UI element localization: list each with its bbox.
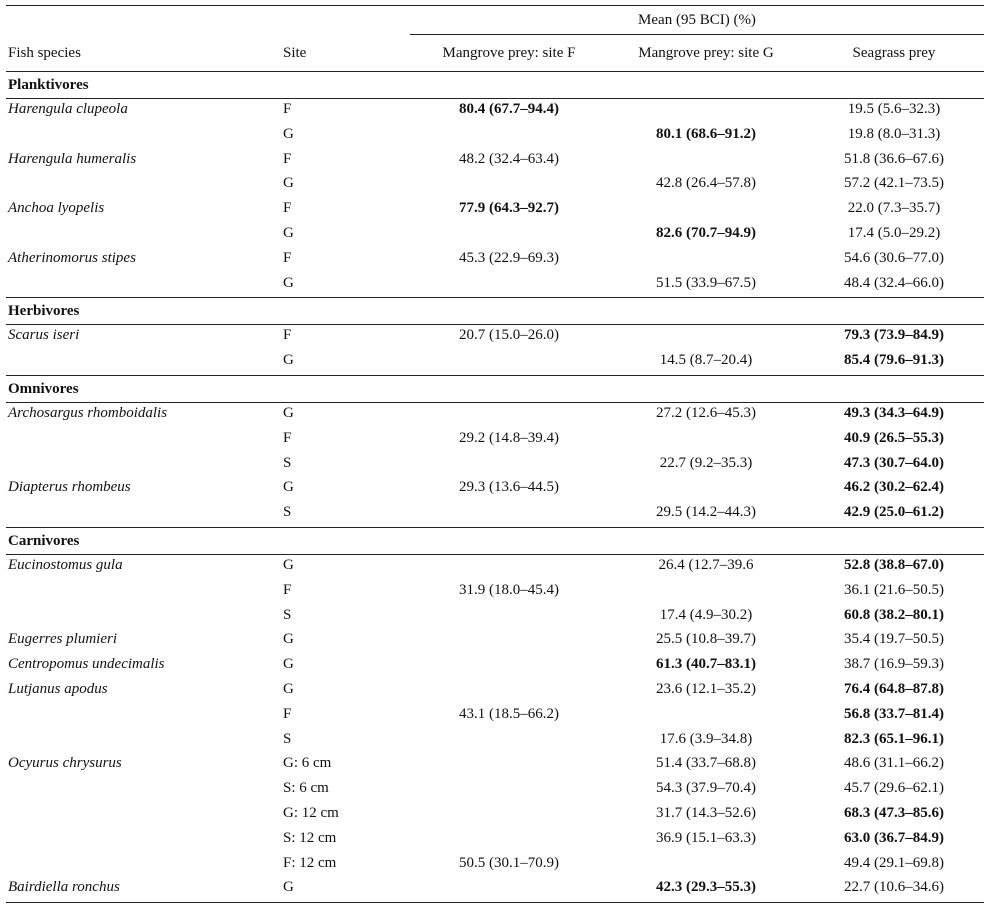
header-seagrass-prey: Seagrass prey	[804, 35, 984, 72]
species-cell: Harengula clupeola	[8, 101, 128, 117]
mangrove-f-cell	[410, 753, 608, 778]
mangrove-f-cell	[410, 654, 608, 679]
mangrove-g-cell: 25.5 (10.8–39.7)	[656, 631, 756, 648]
mangrove-f-cell	[410, 402, 608, 427]
header-blank	[6, 6, 410, 35]
seagrass-cell: 36.1 (21.6–50.5)	[844, 581, 944, 598]
site-cell: F	[283, 200, 292, 217]
mangrove-f-cell: 77.9 (64.3–92.7)	[459, 200, 559, 217]
site-cell: S	[283, 730, 292, 747]
site-cell: G: 6 cm	[283, 755, 332, 772]
species-cell	[6, 605, 276, 630]
diet-proportion-table	[6, 6, 984, 903]
seagrass-cell: 85.4 (79.6–91.3)	[804, 350, 984, 375]
species-cell	[6, 124, 276, 149]
mangrove-f-cell	[410, 350, 608, 375]
table-body	[6, 72, 984, 903]
site-cell: G	[283, 656, 294, 673]
mangrove-g-cell: 51.5 (33.9–67.5)	[608, 273, 804, 298]
mangrove-f-cell	[410, 877, 608, 902]
table-row	[6, 325, 984, 350]
species-cell: Ocyurus chrysurus	[8, 755, 122, 772]
site-cell: S	[283, 454, 292, 471]
mangrove-g-cell: 61.3 (40.7–83.1)	[656, 656, 756, 673]
mangrove-f-cell	[410, 223, 608, 248]
category-label: Carnivores	[6, 527, 984, 554]
mangrove-g-cell	[608, 477, 804, 502]
site-cell: S: 12 cm	[283, 829, 337, 846]
mangrove-f-cell	[410, 828, 608, 853]
table-row	[6, 273, 984, 298]
table-row	[6, 877, 984, 902]
table-row	[6, 778, 984, 803]
category-row	[6, 527, 984, 554]
mangrove-f-cell: 31.9 (18.0–45.4)	[459, 581, 559, 598]
species-cell	[6, 502, 276, 527]
mangrove-g-cell: 54.3 (37.9–70.4)	[656, 780, 756, 797]
mangrove-f-cell: 43.1 (18.5–66.2)	[459, 705, 559, 722]
mangrove-f-cell	[410, 453, 608, 478]
site-cell: G: 12 cm	[283, 804, 339, 821]
mangrove-f-cell	[410, 273, 608, 298]
species-cell	[6, 350, 276, 375]
table-header	[6, 6, 984, 72]
header-fish-species: Fish species	[6, 35, 276, 72]
table-row	[6, 453, 984, 478]
mangrove-g-cell	[608, 248, 804, 273]
species-cell	[6, 729, 276, 754]
seagrass-cell: 79.3 (73.9–84.9)	[844, 327, 944, 344]
category-row	[6, 298, 984, 325]
mangrove-g-cell	[608, 325, 804, 350]
mangrove-g-cell	[608, 428, 804, 453]
seagrass-cell: 47.3 (30.7–64.0)	[844, 454, 944, 471]
site-cell: G	[283, 680, 294, 697]
seagrass-cell: 82.3 (65.1–96.1)	[844, 730, 944, 747]
site-cell: G	[283, 404, 294, 421]
species-cell: Centropomus undecimalis	[8, 656, 165, 673]
mangrove-g-cell	[608, 149, 804, 174]
mangrove-g-cell: 51.4 (33.7–68.8)	[656, 755, 756, 772]
mangrove-f-cell	[410, 778, 608, 803]
mangrove-f-cell	[410, 629, 608, 654]
mangrove-f-cell: 29.3 (13.6–44.5)	[459, 479, 559, 496]
site-cell: S	[276, 502, 410, 527]
seagrass-cell: 49.3 (34.3–64.9)	[844, 404, 944, 421]
species-cell	[6, 273, 276, 298]
mangrove-g-cell	[608, 198, 804, 223]
species-cell: Eucinostomus gula	[8, 556, 123, 573]
seagrass-cell: 40.9 (26.5–55.3)	[844, 429, 944, 446]
mangrove-f-cell	[410, 803, 608, 828]
table-row	[6, 149, 984, 174]
species-cell: Harengula humeralis	[8, 150, 137, 167]
table-row	[6, 580, 984, 605]
species-cell	[6, 173, 276, 198]
mangrove-g-cell	[608, 99, 804, 124]
table-row	[6, 198, 984, 223]
table-row	[6, 554, 984, 579]
header-group-label: Mean (95 BCI) (%)	[410, 6, 984, 35]
mangrove-f-cell: 80.4 (67.7–94.4)	[459, 101, 559, 117]
seagrass-cell: 49.4 (29.1–69.8)	[844, 854, 944, 871]
site-cell: G	[283, 224, 294, 241]
species-cell	[6, 853, 276, 878]
site-cell: G	[276, 877, 410, 902]
mangrove-f-cell: 50.5 (30.1–70.9)	[459, 854, 559, 871]
species-cell: Diapterus rhombeus	[8, 479, 131, 496]
category-label: Omnivores	[6, 375, 984, 402]
site-cell: G	[283, 175, 294, 192]
seagrass-cell: 68.3 (47.3–85.6)	[844, 804, 944, 821]
mangrove-f-cell	[410, 502, 608, 527]
seagrass-cell: 46.2 (30.2–62.4)	[844, 479, 944, 496]
seagrass-cell: 76.4 (64.8–87.8)	[844, 680, 944, 697]
species-cell	[6, 803, 276, 828]
species-cell: Archosargus rhomboidalis	[8, 404, 168, 421]
species-cell: Anchoa lyopelis	[8, 200, 105, 217]
seagrass-cell: 38.7 (16.9–59.3)	[844, 656, 944, 673]
mangrove-f-cell	[410, 173, 608, 198]
seagrass-cell: 19.8 (8.0–31.3)	[847, 125, 941, 142]
table-row	[6, 223, 984, 248]
species-cell: Lutjanus apodus	[8, 680, 108, 697]
mangrove-g-cell: 26.4 (12.7–39.6	[658, 556, 754, 573]
category-row	[6, 72, 984, 99]
species-cell	[6, 223, 276, 248]
site-cell: F	[283, 327, 292, 344]
seagrass-cell: 57.2 (42.1–73.5)	[844, 175, 944, 192]
header-site: Site	[276, 35, 410, 72]
site-cell: S: 6 cm	[283, 780, 329, 797]
table-row	[6, 99, 984, 124]
category-row	[6, 375, 984, 402]
mangrove-f-cell: 20.7 (15.0–26.0)	[459, 327, 559, 344]
site-cell: F: 12 cm	[283, 854, 337, 871]
seagrass-cell: 60.8 (38.2–80.1)	[844, 606, 944, 623]
table-row	[6, 477, 984, 502]
seagrass-cell: 17.4 (5.0–29.2)	[847, 224, 941, 241]
mangrove-f-cell	[410, 605, 608, 630]
seagrass-cell: 48.6 (31.1–66.2)	[844, 755, 944, 772]
species-cell	[6, 428, 276, 453]
seagrass-cell: 35.4 (19.7–50.5)	[844, 631, 944, 648]
site-cell: F	[283, 581, 292, 598]
mangrove-g-cell: 42.3 (29.3–55.3)	[608, 877, 804, 902]
seagrass-cell: 19.5 (5.6–32.3)	[847, 101, 941, 117]
category-label: Herbivores	[6, 298, 984, 325]
species-cell: Eugerres plumieri	[8, 631, 118, 648]
table-row	[6, 654, 984, 679]
site-cell: G	[283, 479, 294, 496]
mangrove-g-cell: 31.7 (14.3–52.6)	[656, 804, 756, 821]
table-row	[6, 803, 984, 828]
table-row	[6, 350, 984, 375]
seagrass-cell: 63.0 (36.7–84.9)	[844, 829, 944, 846]
table-row	[6, 729, 984, 754]
table-row	[6, 605, 984, 630]
mangrove-f-cell	[410, 729, 608, 754]
table-row	[6, 428, 984, 453]
seagrass-cell: 22.0 (7.3–35.7)	[847, 200, 941, 217]
mangrove-f-cell	[410, 679, 608, 704]
table-row	[6, 679, 984, 704]
site-cell: G	[283, 125, 294, 142]
site-cell: G	[276, 273, 410, 298]
mangrove-g-cell: 42.8 (26.4–57.8)	[656, 175, 756, 192]
seagrass-cell: 56.8 (33.7–81.4)	[844, 705, 944, 722]
mangrove-g-cell: 23.6 (12.1–35.2)	[656, 680, 756, 697]
site-cell: F	[283, 249, 292, 266]
table-row	[6, 704, 984, 729]
header-mangrove-site-g: Mangrove prey: site G	[608, 35, 804, 72]
mangrove-g-cell: 36.9 (15.1–63.3)	[656, 829, 756, 846]
site-cell: F	[283, 429, 292, 446]
mangrove-g-cell	[608, 580, 804, 605]
mangrove-f-cell	[410, 124, 608, 149]
species-cell: Scarus iseri	[8, 327, 80, 344]
species-cell	[6, 580, 276, 605]
mangrove-f-cell: 45.3 (22.9–69.3)	[459, 249, 559, 266]
site-cell: F	[283, 705, 292, 722]
mangrove-f-cell: 48.2 (32.4–63.4)	[459, 150, 559, 167]
mangrove-g-cell: 14.5 (8.7–20.4)	[608, 350, 804, 375]
table-row	[6, 124, 984, 149]
mangrove-f-cell: 29.2 (14.8–39.4)	[459, 429, 559, 446]
table-row	[6, 629, 984, 654]
table-row	[6, 853, 984, 878]
site-cell: G	[283, 556, 294, 573]
mangrove-g-cell	[608, 704, 804, 729]
table-row	[6, 173, 984, 198]
table-row	[6, 248, 984, 273]
species-cell: Bairdiella ronchus	[6, 877, 276, 902]
seagrass-cell: 48.4 (32.4–66.0)	[804, 273, 984, 298]
mangrove-g-cell: 27.2 (12.6–45.3)	[656, 404, 756, 421]
mangrove-g-cell: 17.4 (4.9–30.2)	[659, 606, 753, 623]
table-row	[6, 753, 984, 778]
seagrass-cell: 22.7 (10.6–34.6)	[804, 877, 984, 902]
seagrass-cell: 52.8 (38.8–67.0)	[844, 556, 944, 573]
table-row	[6, 828, 984, 853]
table-row	[6, 502, 984, 527]
site-cell: F	[283, 150, 292, 167]
species-cell	[6, 828, 276, 853]
seagrass-cell: 42.9 (25.0–61.2)	[804, 502, 984, 527]
seagrass-cell: 51.8 (36.6–67.6)	[844, 150, 944, 167]
mangrove-g-cell: 29.5 (14.2–44.3)	[608, 502, 804, 527]
category-label: Planktivores	[6, 72, 984, 99]
mangrove-g-cell: 80.1 (68.6–91.2)	[656, 125, 756, 142]
mangrove-g-cell: 82.6 (70.7–94.9)	[656, 224, 756, 241]
species-cell	[6, 778, 276, 803]
header-mangrove-site-f: Mangrove prey: site F	[410, 35, 608, 72]
site-cell: S	[283, 606, 292, 623]
seagrass-cell: 54.6 (30.6–77.0)	[844, 249, 944, 266]
species-cell	[6, 453, 276, 478]
mangrove-g-cell: 17.6 (3.9–34.8)	[659, 730, 753, 747]
seagrass-cell: 45.7 (29.6–62.1)	[844, 780, 944, 797]
species-cell	[6, 704, 276, 729]
species-cell: Atherinomorus stipes	[8, 249, 136, 266]
site-cell: F	[283, 101, 292, 117]
table-row	[6, 402, 984, 427]
mangrove-g-cell: 22.7 (9.2–35.3)	[659, 454, 753, 471]
mangrove-f-cell	[410, 554, 608, 579]
site-cell: G	[283, 631, 294, 648]
site-cell: G	[276, 350, 410, 375]
mangrove-g-cell	[608, 853, 804, 878]
